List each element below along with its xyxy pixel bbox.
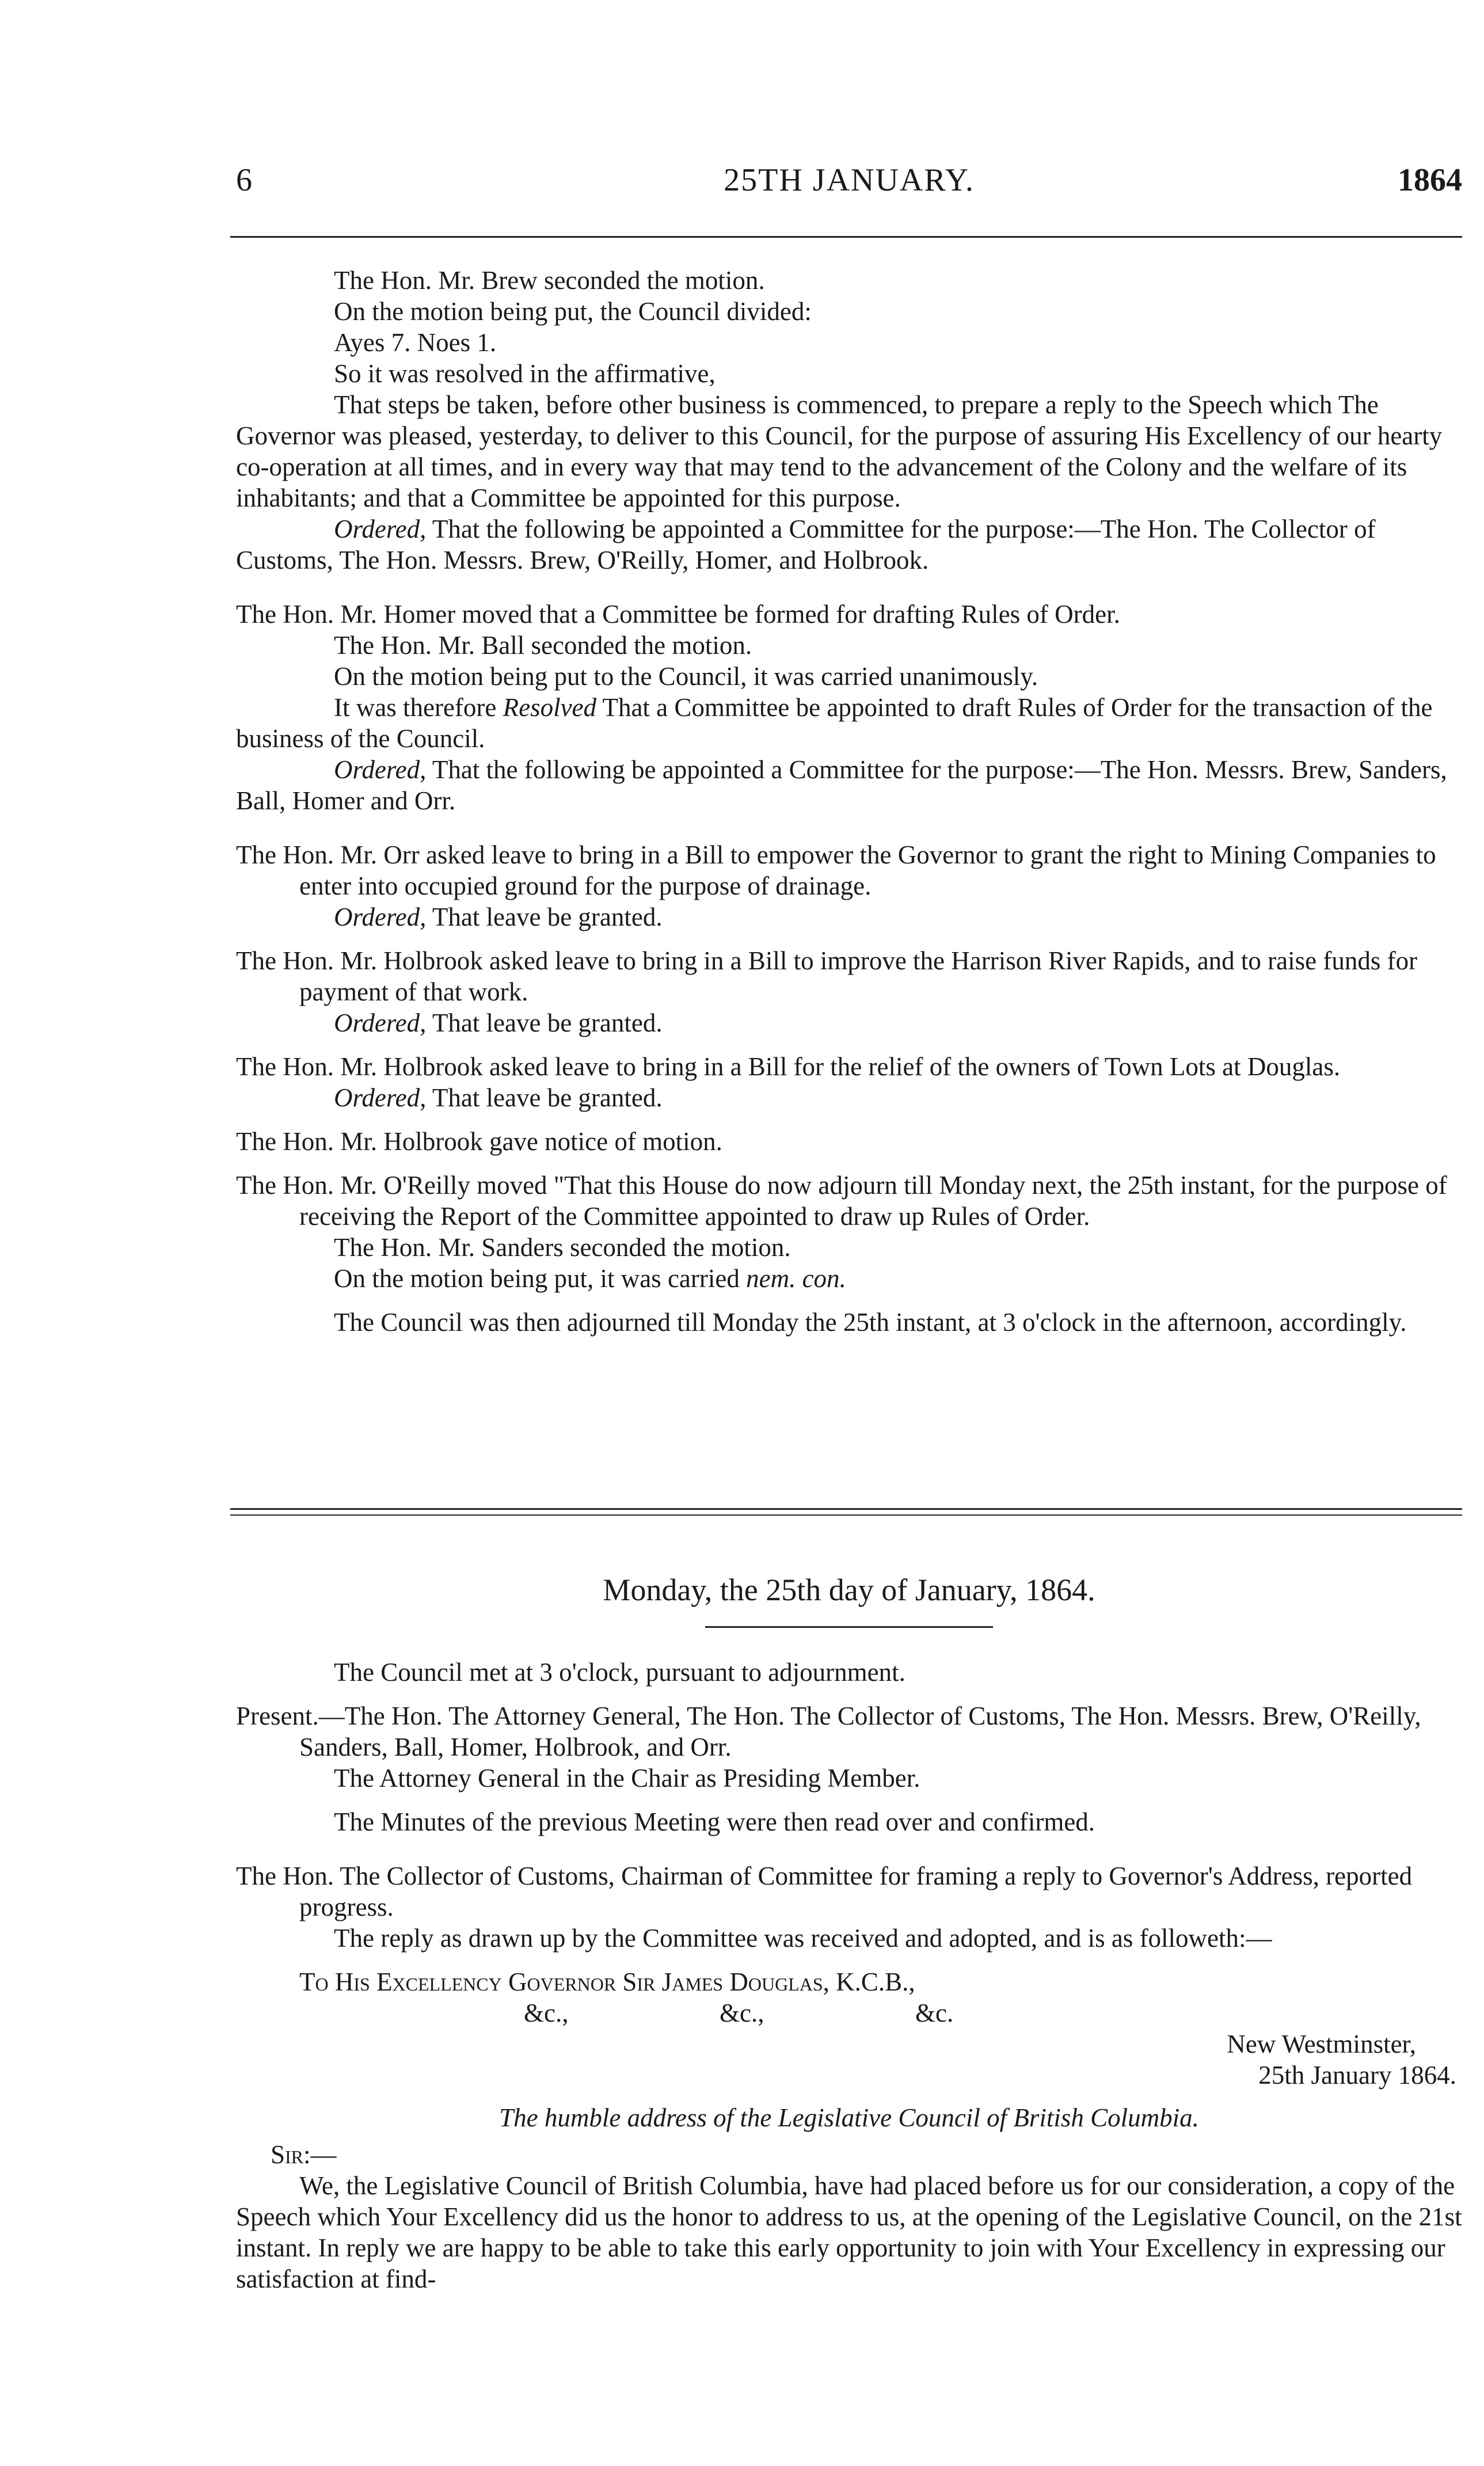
meeting-body bbox=[236, 1554, 1462, 2294]
ordered-word: Ordered, bbox=[334, 1083, 427, 1112]
text-line: The Hon. Mr. Brew seconded the motion. bbox=[334, 266, 765, 295]
text-line: Ayes 7. Noes 1. bbox=[334, 328, 497, 357]
resolved-paragraph bbox=[236, 692, 1462, 754]
ordered-word: Ordered, bbox=[334, 755, 427, 784]
ordered-paragraph bbox=[236, 901, 1462, 933]
section-committee-reply bbox=[236, 265, 1462, 576]
resolved-word: Resolved bbox=[503, 693, 597, 722]
seconded-text: The Hon. Mr. Ball seconded the motion. bbox=[334, 631, 752, 660]
etc-item: &c. bbox=[915, 1998, 954, 2027]
ordered-text: That leave be granted. bbox=[432, 1009, 663, 1037]
header-title: 25TH JANUARY. bbox=[724, 162, 975, 198]
address-body: We, the Legislative Council of British Columbia, have had placed before us for our consideration, a copy of the Speech which Your Excellency did us the honor to address to us, at the opening of the Legislative Council, on the 21st instant. In reply we are happy to be able to take this early opportunity to join with Your Excellency in expressing our satisfaction at find- bbox=[236, 2171, 1462, 2293]
address-recipient: To His Excellency Governor Sir James Douglas, K.C.B., bbox=[299, 1967, 915, 1996]
section-douglas-bill bbox=[236, 1051, 1462, 1113]
ordered-word: Ordered, bbox=[334, 903, 427, 931]
ordered-paragraph bbox=[236, 1007, 1462, 1038]
bill-text: The Hon. Mr. Holbrook asked leave to bring in a Bill to improve the Harrison River Rapids, and to raise funds for payment of that work. bbox=[236, 946, 1418, 1006]
section-harrison-bill bbox=[236, 945, 1462, 1038]
ordered-paragraph bbox=[236, 513, 1462, 576]
carried-pre: On the motion being put, it was carried bbox=[334, 1264, 740, 1293]
address-title: The humble address of the Legislative Council of British Columbia. bbox=[499, 2103, 1199, 2132]
adjourned-text: The Council was then adjourned till Monday the 25th instant, at 3 o'clock in the afternoon, accordingly. bbox=[334, 1308, 1407, 1337]
bill-text: The Hon. Mr. Orr asked leave to bring in a Bill to empower the Governor to grant the right to Mining Companies to enter into occupied ground for the purpose of drainage. bbox=[236, 840, 1436, 900]
section-adjourn-motion bbox=[236, 1170, 1462, 1338]
carried-text: On the motion being put to the Council, it was carried unanimously. bbox=[334, 662, 1038, 691]
address-date: 25th January 1864. bbox=[1258, 2060, 1456, 2090]
ordered-paragraph bbox=[236, 1082, 1462, 1113]
resolved-pre: It was therefore bbox=[334, 693, 497, 722]
heading-rule bbox=[705, 1626, 993, 1628]
etc-item: &c., bbox=[720, 1998, 764, 2027]
text-line: On the motion being put, the Council divided: bbox=[334, 297, 812, 326]
meeting-date-heading: Monday, the 25th day of January, 1864. bbox=[603, 1573, 1095, 1607]
resolution-text: That steps be taken, before other business is commenced, to prepare a reply to the Speech which The Governor was pleased, yesterday, to deliver to this Council, for the purpose of assuring His Excellency of our hearty co-operation at all times, and in every way that may tend to the advancement of the Colony and the welfare of its inhabitants; and that a Committee be appointed for this purpose. bbox=[236, 390, 1443, 512]
page-header bbox=[236, 161, 1462, 207]
report-text: The Hon. The Collector of Customs, Chairman of Committee for framing a reply to Governor's Address, reported progress. bbox=[236, 1861, 1413, 1921]
reply-text: The reply as drawn up by the Committee was received and adopted, and is as followeth:— bbox=[334, 1923, 1272, 1953]
meeting-opening: The Council met at 3 o'clock, pursuant to adjournment. bbox=[334, 1657, 905, 1687]
address-place: New Westminster, bbox=[1227, 2029, 1416, 2058]
motion-text: The Hon. Mr. Homer moved that a Committee be formed for drafting Rules of Order. bbox=[236, 600, 1120, 629]
bill-text: The Hon. Mr. Holbrook asked leave to bring in a Bill for the relief of the owners of Town Lots at Douglas. bbox=[236, 1052, 1341, 1081]
motion-text: The Hon. Mr. O'Reilly moved "That this House do now adjourn till Monday next, the 25th instant, for the purpose of receiving the Report of the Committee appointed to draw up Rules of Order. bbox=[236, 1171, 1447, 1231]
section-divider bbox=[230, 1508, 1462, 1516]
ordered-text: That the following be appointed a Committee for the purpose:—The Hon. The Collector of Customs, The Hon. Messrs. Brew, O'Reilly, Homer, and Holbrook. bbox=[236, 515, 1376, 574]
carried-word: nem. con. bbox=[746, 1264, 846, 1293]
page-number: 6 bbox=[236, 162, 252, 198]
header-rule bbox=[230, 236, 1462, 238]
salutation: Sir:— bbox=[271, 2140, 337, 2169]
seconded-text: The Hon. Mr. Sanders seconded the motion. bbox=[334, 1233, 791, 1262]
present-list: Present.—The Hon. The Attorney General, The Hon. The Collector of Customs, The Hon. Messrs. Brew, O'Reilly, Sanders, Ball, Homer, Holbrook, and Orr. bbox=[236, 1701, 1421, 1761]
resolved-post: That a Committee be appointed to draft Rules of Order for the transaction of the business of the Council. bbox=[236, 693, 1433, 753]
document-body bbox=[236, 265, 1462, 1338]
carried-paragraph bbox=[236, 1263, 1462, 1294]
ordered-text: That leave be granted. bbox=[432, 903, 663, 931]
section-mining-bill bbox=[236, 839, 1462, 933]
ordered-word: Ordered, bbox=[334, 515, 427, 543]
ordered-word: Ordered, bbox=[334, 1009, 427, 1037]
header-year: 1864 bbox=[1398, 162, 1462, 198]
etc-item: &c., bbox=[524, 1998, 569, 2027]
chair-text: The Attorney General in the Chair as Presiding Member. bbox=[334, 1763, 920, 1793]
ordered-text: That the following be appointed a Committee for the purpose:—The Hon. Messrs. Brew, Sanders, Ball, Homer and Orr. bbox=[236, 755, 1447, 815]
ordered-text: That leave be granted. bbox=[432, 1083, 663, 1112]
etc-line bbox=[236, 1997, 1462, 2029]
notice-of-motion: The Hon. Mr. Holbrook gave notice of motion. bbox=[236, 1127, 722, 1156]
minutes-text: The Minutes of the previous Meeting were then read over and confirmed. bbox=[334, 1807, 1095, 1836]
ordered-paragraph bbox=[236, 754, 1462, 816]
text-line: So it was resolved in the affirmative, bbox=[334, 359, 716, 388]
section-rules-of-order bbox=[236, 599, 1462, 816]
